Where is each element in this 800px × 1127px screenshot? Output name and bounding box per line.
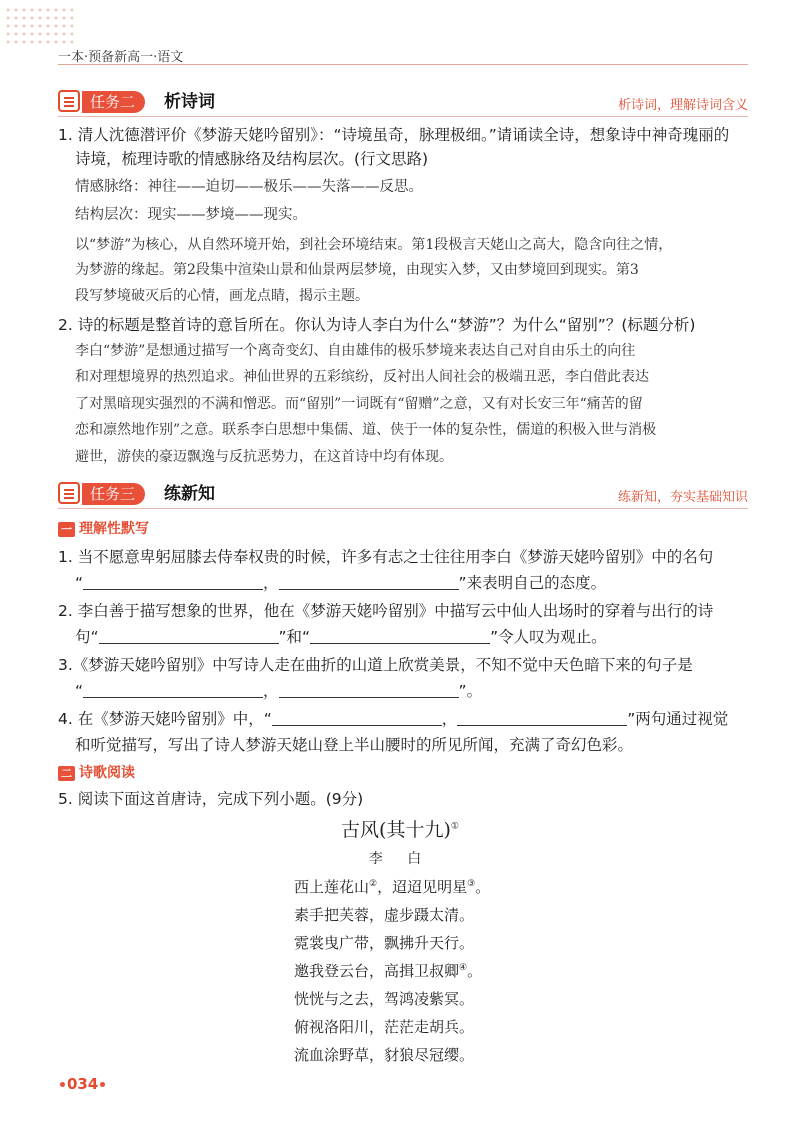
- task3-tag: 任务三: [82, 483, 145, 505]
- poem-line-text: 。: [467, 962, 483, 980]
- comma: ，: [263, 574, 279, 592]
- answer-blank[interactable]: [457, 709, 627, 726]
- task2-tag: 任务二: [82, 91, 145, 113]
- series-header: 一本·预备新高一·语文: [58, 50, 184, 65]
- task3-q4-line1: [58, 708, 753, 731]
- task2-q1-line1: 1. 清人沈德潜评价《梦游天姥吟留别》：“诗境虽奇，脉理极细。”请诵读全诗，想象诗中神奇瑰丽的: [58, 126, 730, 144]
- header-divider: [58, 64, 748, 65]
- poem-line: [294, 932, 474, 953]
- answer-blank[interactable]: [272, 709, 442, 726]
- task3-q1-line2: [75, 572, 770, 595]
- poem-line-text: ，迢迢见明星: [377, 878, 468, 896]
- poem-line-text: 霓裳曳广带，飘拂升天行。: [294, 934, 475, 952]
- task2-q1-answer-3: 以“梦游”为核心，从自然环境开始，到社会环境结束。第1段极言天姥山之高大，隐含向往之情，: [75, 237, 673, 253]
- poem-line-text: 流血涂野草，豺狼尽冠缨。: [294, 1046, 475, 1064]
- poem-title: [0, 815, 800, 842]
- task2-q1-answer-1: 情感脉络：神往——迫切——极乐——失落——反思。: [75, 179, 423, 195]
- task2-q1-answer-2: 结构层次：现实——梦境——现实。: [75, 207, 307, 223]
- task3-title: 练新知: [164, 484, 215, 504]
- poem-line-text: 俯视洛阳川，茫茫走胡兵。: [294, 1018, 475, 1036]
- task2-q2-answer-4: 恋和凛然地作别”之意。联系李白思想中集儒、道、侠于一体的复杂性，儒道的积极入世与消极: [75, 422, 657, 438]
- task2-bar: [58, 90, 748, 117]
- answer-blank[interactable]: [83, 681, 263, 698]
- footnote-marker: ②: [369, 879, 378, 889]
- task2-q1-line2: 诗境，梳理诗歌的情感脉络及结构层次。(行文思路): [75, 150, 429, 168]
- poem-title-text: 古风(其十九): [341, 819, 451, 841]
- task2-q2-answer-1: 李白“梦游”是想通过描写一个离奇变幻、自由雄伟的极乐梦境来表达自己对自由乐土的向往: [75, 343, 636, 359]
- task3-q1-line1: 1. 当不愿意卑躬屈膝去侍奉权贵的时候，许多有志之士往往用李白《梦游天姥吟留别》中的名句: [58, 548, 714, 566]
- poem-author: 李 白: [368, 851, 432, 867]
- answer-blank[interactable]: [279, 681, 459, 698]
- line-start-text: 4. 在《梦游天姥吟留别》中，“: [58, 710, 272, 728]
- line-end-text: ”两句通过视觉: [627, 710, 729, 728]
- task2-q2-line1: 2. 诗的标题是整首诗的意旨所在。你认为诗人李白为什么“梦游”？为什么“留别”？(标题分析): [58, 316, 696, 334]
- notebook-icon: [58, 482, 80, 504]
- answer-blank[interactable]: [83, 573, 263, 590]
- task2-q1-answer-4: 为梦游的缘起。第2段集中渲染山景和仙景两层梦境，由现实入梦，又由梦境回到现实。第3: [75, 262, 639, 278]
- footnote-marker: ④: [459, 963, 468, 973]
- poem-line-text: 素手把芙蓉，虚步蹑太清。: [294, 906, 475, 924]
- comma: ，: [441, 710, 458, 728]
- task2-q2-answer-5: 避世，游侠的豪迈飘逸与反抗恶势力，在这首诗中均有体现。: [75, 449, 453, 465]
- line-end-text: ”来表明自己的态度。: [458, 574, 607, 592]
- task3-q2-line1: 2. 李白善于描写想象的世界，他在《梦游天姥吟留别》中描写云中仙人出场时的穿着与出行的诗: [58, 602, 714, 620]
- poem-line: [294, 960, 482, 981]
- task3-q3-line2: [75, 680, 770, 703]
- task3-q5: 5. 阅读下面这首唐诗，完成下列小题。(9分): [58, 790, 364, 808]
- line-end-text: ”。: [458, 682, 483, 700]
- quote-open: “: [75, 682, 84, 700]
- section-label-text: 诗歌阅读: [79, 765, 135, 781]
- footnote-marker: ①: [450, 821, 459, 832]
- line-end-text: ”令人叹为观止。: [490, 628, 607, 646]
- answer-blank[interactable]: [99, 627, 279, 644]
- poem-line: [294, 876, 490, 897]
- task2-q2-answer-2: 和对理想境界的热烈追求。神仙世界的五彩缤纷，反衬出人间社会的极端丑恶，李白借此表达: [75, 369, 649, 385]
- task2-q1-answer-5: 段写梦境破灭后的心情，画龙点睛，揭示主题。: [75, 288, 369, 304]
- answer-blank[interactable]: [279, 573, 459, 590]
- task3-q2-line2: [75, 626, 770, 649]
- notebook-icon: [58, 90, 80, 112]
- task3-q4-line2: 和听觉描写，写出了诗人梦游天姥山登上半山腰时的所见所闻，充满了奇幻色彩。: [75, 736, 634, 754]
- task2-title: 析诗词: [164, 92, 215, 112]
- quote-open: “: [75, 574, 84, 592]
- task3-q3-line1: 3.《梦游天姥吟留别》中写诗人走在曲折的山道上欣赏美景，不知不觉中天色暗下来的句子是: [58, 656, 693, 674]
- task3-bar: [58, 482, 748, 509]
- task2-q2-answer-3: 了对黑暗现实强烈的不满和憎恶。而“留别”一词既有“留赠”之意，又有对长安三年“痛苦的留: [75, 396, 643, 412]
- corner-dots-decoration: [4, 6, 74, 46]
- poem-line-text: 邀我登云台，高揖卫叔卿: [294, 962, 460, 980]
- task3-slogan: 练新知，夯实基础知识: [617, 490, 748, 505]
- poem-line-text: 。: [475, 878, 491, 896]
- section-number: 二: [58, 766, 75, 781]
- line-start-text: 句“: [75, 628, 99, 646]
- section-number: 一: [58, 522, 75, 537]
- comma: ，: [263, 682, 279, 700]
- mid-text: ”和“: [278, 628, 311, 646]
- task2-slogan: 析诗词，理解诗词含义: [617, 98, 748, 113]
- section-label-poetry: [58, 762, 135, 782]
- footnote-marker: ③: [467, 879, 476, 889]
- poem-line-text: 西上莲花山: [294, 878, 370, 896]
- section-label-text: 理解性默写: [79, 521, 149, 537]
- poem-line: [294, 904, 474, 925]
- answer-blank[interactable]: [310, 627, 490, 644]
- section-label-dictation: [58, 518, 149, 538]
- poem-line: [294, 1016, 474, 1037]
- poem-line: [294, 988, 474, 1009]
- poem-line-text: 恍恍与之去，驾鸿凌紫冥。: [294, 990, 475, 1008]
- page-number: 034: [58, 1075, 107, 1093]
- poem-line: [294, 1044, 474, 1065]
